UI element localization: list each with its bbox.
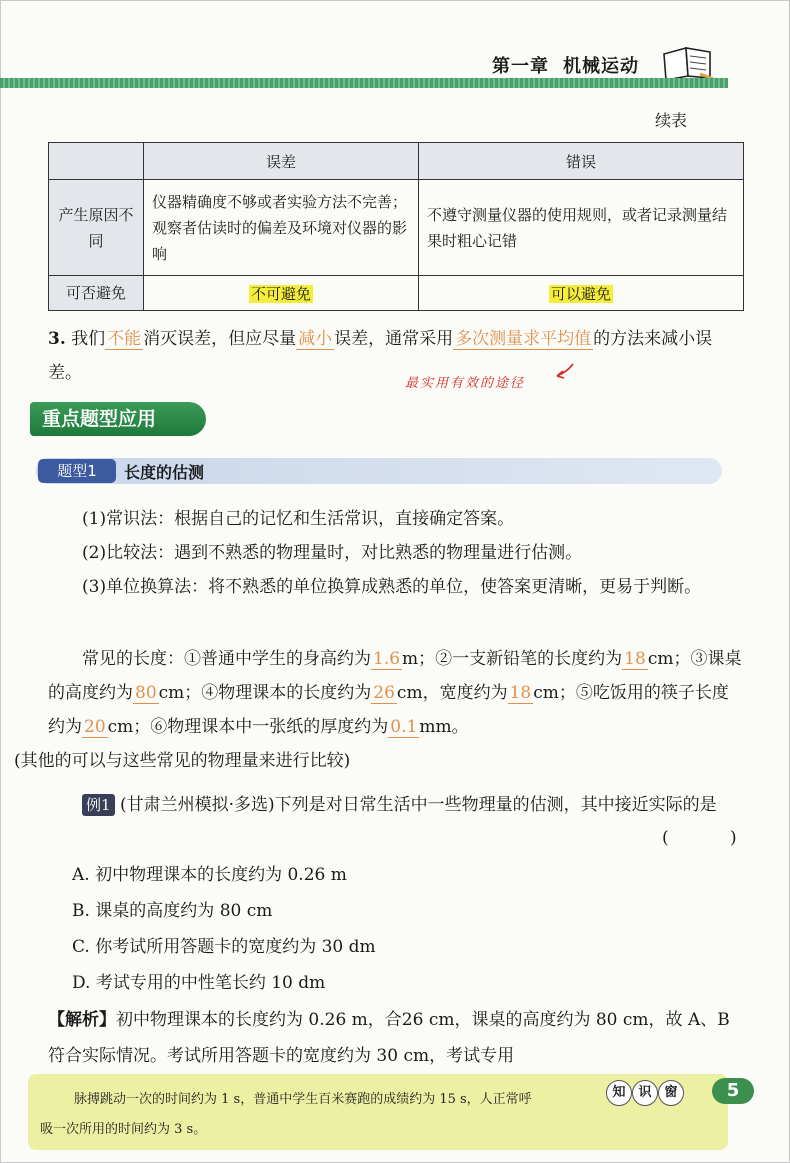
example-stem xyxy=(48,788,742,822)
chapter-title: 机械运动 xyxy=(563,56,639,77)
point-text: 我们 xyxy=(71,329,106,349)
method-item: (2)比较法：遇到不熟悉的物理量时，对比熟悉的物理量进行估测。 xyxy=(82,543,583,563)
type-tag: 题型1 xyxy=(38,459,116,483)
blank-answer: 1.6 xyxy=(373,649,401,669)
blank-answer: 不能 xyxy=(107,329,142,349)
common-text: cm；⑤吃饭用的筷子长度约为 xyxy=(48,683,729,737)
option-a: A. 初中物理课本的长度约为 0.26 m xyxy=(72,865,347,885)
example-text: (甘肃兰州模拟·多选)下列是对日常生活中一些物理量的估测，其中接近实际的是 xyxy=(119,795,717,815)
type-title: 长度的估测 xyxy=(124,463,205,482)
row-head-avoid: 可否避免 xyxy=(49,276,144,311)
blank-answer: 多次测量求平均值 xyxy=(455,329,592,349)
example-tag: 例1 xyxy=(82,794,115,816)
point-text: 消灭误差，但应尽量 xyxy=(143,329,297,349)
cell-error-cause: 仪器精确度不够或者实验方法不完善；观察者估读时的偏差及环境对仪器的影响 xyxy=(144,180,419,276)
chapter-number: 第一章 xyxy=(492,56,549,77)
common-text: 常见的长度：①普通中学生的身高约为 xyxy=(82,649,371,669)
analysis xyxy=(48,1002,742,1074)
common-tail: (其他的可以与这些常见的物理量来进行比较) xyxy=(14,751,351,771)
common-text: cm，宽度约为 xyxy=(396,683,508,703)
table-corner xyxy=(49,143,144,180)
table-col-error: 误差 xyxy=(144,143,419,180)
table-col-mistake: 错误 xyxy=(419,143,744,180)
tip-badge-char: 识 xyxy=(632,1080,658,1106)
option-d: D. 考试专用的中性笔长约 10 dm xyxy=(72,973,326,993)
continued-label: 续表 xyxy=(655,111,688,130)
tip-line-1: 脉搏跳动一次的时间约为 1 s，普通中学生百米赛跑的成绩约为 15 s，人正常呼 xyxy=(74,1092,532,1107)
blank-answer: 20 xyxy=(84,717,106,737)
tip-badge-char: 窗 xyxy=(658,1080,684,1106)
table-header-row xyxy=(49,143,744,180)
section-banner: 重点题型应用 xyxy=(30,402,206,436)
answer-paren: ( ) xyxy=(662,828,765,848)
blank-answer: 26 xyxy=(373,683,395,703)
tip-badge-char: 知 xyxy=(606,1080,632,1106)
arrow-icon xyxy=(553,362,577,382)
tip-line-2: 吸一次所用的时间约为 3 s。 xyxy=(40,1122,207,1137)
common-lengths xyxy=(14,642,742,778)
analysis-label: 【解析】 xyxy=(48,1010,116,1030)
error-comparison-table xyxy=(48,142,744,311)
cell-error-avoid xyxy=(144,276,419,311)
option-b: B. 课桌的高度约为 80 cm xyxy=(72,901,273,921)
method-item: (3)单位换算法：将不熟悉的单位换算成熟悉的单位，使答案更清晰，更易于判断。 xyxy=(82,577,702,597)
knowledge-tip-box xyxy=(28,1074,740,1150)
blank-answer: 80 xyxy=(135,683,157,703)
blank-answer: 0.1 xyxy=(390,717,418,737)
common-text: cm；⑥物理课本中一张纸的厚度约为 xyxy=(107,717,389,737)
table-row xyxy=(49,276,744,311)
common-text: cm；③课桌的高度约为 xyxy=(48,649,742,703)
analysis-text: 初中物理课本的长度约为 0.26 m，合26 cm，课桌的高度约为 80 cm，故 A、B 符合实际情况。考试所用答题卡的宽度约为 30 cm，考试专用 xyxy=(48,1010,730,1066)
highlight-unavoidable: 不可避免 xyxy=(250,284,311,303)
blank-answer: 18 xyxy=(624,649,646,669)
option-c: C. 你考试所用答题卡的宽度约为 30 dm xyxy=(72,937,376,957)
method-item: (1)常识法：根据自己的记忆和生活常识，直接确定答案。 xyxy=(82,509,515,529)
point-text: 的方法来减小误差。 xyxy=(48,329,713,383)
point-text: 误差，通常采用 xyxy=(334,329,454,349)
handwritten-note: 最实用有效的途径 xyxy=(405,376,526,391)
blank-answer: 18 xyxy=(509,683,532,703)
row-head-cause: 产生原因不同 xyxy=(49,180,144,276)
chapter-header xyxy=(492,52,653,78)
cell-mistake-avoid xyxy=(419,276,744,311)
table-row xyxy=(49,180,744,276)
common-text: m；②一支新铅笔的长度约为 xyxy=(402,649,623,669)
header-rule xyxy=(0,78,728,88)
highlight-avoidable: 可以避免 xyxy=(550,284,611,303)
cell-mistake-cause: 不遵守测量仪器的使用规则，或者记录测量结果时粗心记错 xyxy=(419,180,744,276)
point-number: 3. xyxy=(48,329,66,349)
common-text: mm。 xyxy=(419,717,469,737)
page-number: 5 xyxy=(712,1078,754,1104)
common-text: cm；④物理课本的长度约为 xyxy=(158,683,372,703)
point-3 xyxy=(48,322,742,390)
blank-answer: 减小 xyxy=(298,329,333,349)
